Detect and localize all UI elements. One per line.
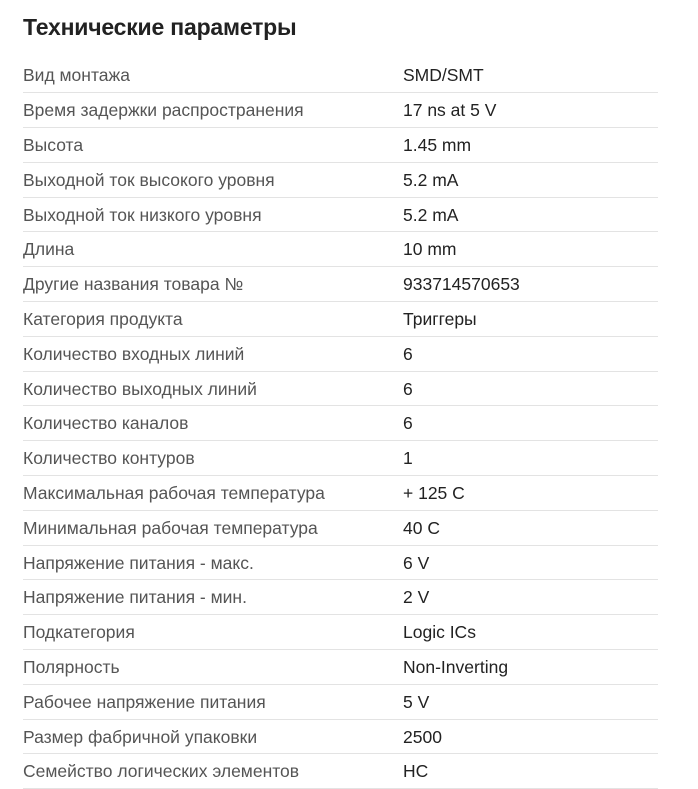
param-value: SMD/SMT xyxy=(403,65,484,86)
table-row xyxy=(23,128,658,163)
param-name: Семейство логических элементов xyxy=(23,761,300,782)
param-value: HC xyxy=(403,761,429,782)
param-value: Logic ICs xyxy=(403,622,476,643)
table-row xyxy=(23,650,658,685)
table-row xyxy=(23,197,658,232)
param-name: Размер фабричной упаковки xyxy=(23,726,258,747)
table-row xyxy=(23,93,658,128)
param-name: Высота xyxy=(23,134,84,155)
table-row xyxy=(23,267,658,302)
param-value: 5.2 mA xyxy=(403,169,459,190)
specs-title: Технические параметры xyxy=(23,14,297,40)
param-value: 1.45 mm xyxy=(403,134,472,155)
param-value: 40 C xyxy=(403,517,440,538)
param-value: 6 xyxy=(403,343,413,364)
param-name: Подкатегория xyxy=(23,622,135,643)
table-row xyxy=(23,162,658,197)
table-row xyxy=(23,754,658,789)
param-value: 6 V xyxy=(403,552,430,573)
specs-table xyxy=(23,58,658,789)
table-row xyxy=(23,719,658,754)
param-value: 6 xyxy=(403,413,413,434)
param-value: 5.2 mA xyxy=(403,204,459,225)
param-name: Время задержки распространения xyxy=(23,100,304,121)
param-value: 10 mm xyxy=(403,239,457,260)
param-name: Количество каналов xyxy=(23,413,189,434)
param-value: 2 V xyxy=(403,587,430,608)
param-name: Минимальная рабочая температура xyxy=(23,517,318,538)
param-name: Полярность xyxy=(23,656,120,677)
param-value: 2500 xyxy=(403,726,442,747)
table-row xyxy=(23,371,658,406)
param-name: Рабочее напряжение питания xyxy=(23,691,266,712)
table-row xyxy=(23,336,658,371)
param-name: Другие названия товара № xyxy=(23,274,244,295)
param-value: 17 ns at 5 V xyxy=(403,100,497,121)
table-row xyxy=(23,406,658,441)
param-value: 6 xyxy=(403,378,413,399)
table-row xyxy=(23,615,658,650)
param-value: 1 xyxy=(403,448,413,469)
param-name: Категория продукта xyxy=(23,308,183,329)
table-row xyxy=(23,302,658,337)
param-name: Количество входных линий xyxy=(23,343,245,364)
param-name: Максимальная рабочая температура xyxy=(23,482,325,503)
table-row xyxy=(23,510,658,545)
param-name: Длина xyxy=(23,239,75,260)
specs-table-body xyxy=(23,58,658,789)
table-row xyxy=(23,476,658,511)
param-value: 5 V xyxy=(403,691,430,712)
param-name: Выходной ток высокого уровня xyxy=(23,169,275,190)
param-value: Non-Inverting xyxy=(403,656,509,677)
param-value: 933714570653 xyxy=(403,274,520,295)
param-name: Вид монтажа xyxy=(23,65,130,86)
param-name: Количество выходных линий xyxy=(23,378,257,399)
param-name: Количество контуров xyxy=(23,448,195,469)
param-value: + 125 C xyxy=(403,482,465,503)
table-row xyxy=(23,441,658,476)
table-row xyxy=(23,58,658,93)
table-row xyxy=(23,580,658,615)
table-row xyxy=(23,232,658,267)
param-name: Напряжение питания - макс. xyxy=(23,552,254,573)
param-name: Выходной ток низкого уровня xyxy=(23,204,262,225)
table-row xyxy=(23,545,658,580)
param-value: Триггеры xyxy=(403,308,477,329)
param-name: Напряжение питания - мин. xyxy=(23,587,247,608)
table-row xyxy=(23,684,658,719)
